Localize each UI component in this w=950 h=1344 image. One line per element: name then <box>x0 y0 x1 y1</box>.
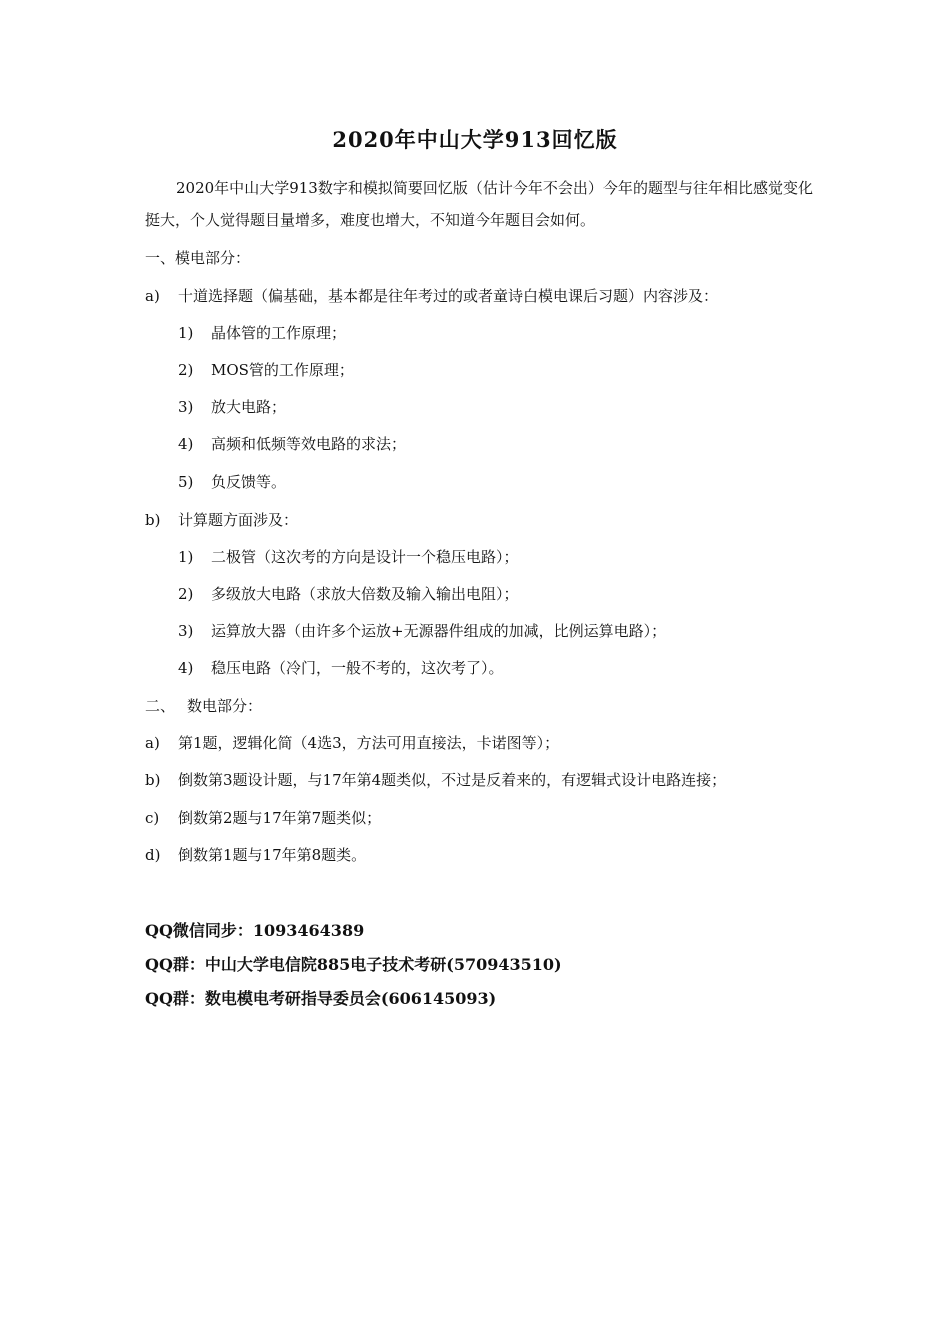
intro-paragraph: 2020年中山大学913数字和模拟简要回忆版（估计今年不会出）今年的题型与往年相比感觉变化挺大，个人觉得题目量增多，难度也增大，不知道今年题目会如何。 <box>145 179 813 229</box>
document-title: 2020年中山大学913回忆版 <box>332 127 618 152</box>
list-marker: 2) <box>178 585 194 603</box>
list-marker: 4) <box>178 659 194 677</box>
section1-heading: 一、模电部分： <box>145 249 251 267</box>
list-item-text: 倒数第1题与17年第8题类。 <box>178 846 367 864</box>
section1-item-a <box>145 284 718 308</box>
list-marker: 3) <box>178 622 194 640</box>
contact-qq-group-2: QQ群：数电模电考研指导委员会(606145093) <box>145 989 497 1008</box>
section1-b-sub-item-4 <box>178 656 504 680</box>
list-item-text: 稳压电路（冷门，一般不考的，这次考了）。 <box>211 659 504 677</box>
section2-item-a <box>145 731 559 755</box>
list-item-text: 高频和低频等效电路的求法； <box>211 435 407 453</box>
section1-b-sub-item-1 <box>178 545 519 569</box>
list-item-text: 放大电路； <box>211 398 287 416</box>
list-item-text: 计算题方面涉及： <box>178 511 299 529</box>
contact-qq-wechat: QQ微信同步：1093464389 <box>145 921 365 940</box>
section2-item-c <box>145 806 381 830</box>
list-item-text: 二极管（这次考的方向是设计一个稳压电路）； <box>211 548 519 566</box>
list-item-text: 十道选择题（偏基础，基本都是往年考过的或者童诗白模电课后习题）内容涉及： <box>178 287 719 305</box>
section-marker: 二、 <box>145 697 176 715</box>
section1-b-sub-item-2 <box>178 582 519 606</box>
list-marker: b) <box>145 771 161 789</box>
list-marker: 3) <box>178 398 194 416</box>
section1-a-sub-item-1 <box>178 321 346 345</box>
list-marker: 1) <box>178 548 194 566</box>
list-item-text: MOS管的工作原理； <box>211 361 354 379</box>
list-marker: 5) <box>178 473 194 491</box>
section1-item-b <box>145 508 298 532</box>
section1-a-sub-item-4 <box>178 432 406 456</box>
section1-a-sub-item-3 <box>178 395 286 419</box>
list-marker: b) <box>145 511 161 529</box>
list-item-text: 第1题，逻辑化简（4选3，方法可用直接法，卡诺图等）； <box>178 734 560 752</box>
contact-qq-group-1: QQ群：中山大学电信院885电子技术考研(570943510) <box>145 955 562 974</box>
section1-b-sub-item-3 <box>178 619 666 643</box>
list-item-text: 多级放大电路（求放大倍数及输入输出电阻）； <box>211 585 519 603</box>
list-item-text: 倒数第2题与17年第7题类似； <box>178 809 382 827</box>
list-item-text: 晶体管的工作原理； <box>211 324 347 342</box>
list-marker: 2) <box>178 361 194 379</box>
section2-heading <box>145 694 262 718</box>
list-marker: 1) <box>178 324 194 342</box>
list-item-text: 负反馈等。 <box>211 473 287 491</box>
list-item-text: 运算放大器（由许多个运放+无源器件组成的加减，比例运算电路）； <box>211 622 667 640</box>
list-marker: d) <box>145 846 161 864</box>
list-marker: a) <box>145 734 160 752</box>
section-heading-text: 数电部分： <box>187 697 263 715</box>
list-marker: a) <box>145 287 160 305</box>
section1-a-sub-item-2 <box>178 358 354 382</box>
list-marker: c) <box>145 809 160 827</box>
section2-item-d <box>145 843 366 867</box>
section2-item-b <box>145 768 726 792</box>
list-marker: 4) <box>178 435 194 453</box>
list-item-text: 倒数第3题设计题，与17年第4题类似，不过是反着来的，有逻辑式设计电路连接； <box>178 771 727 789</box>
section1-a-sub-item-5 <box>178 470 286 494</box>
